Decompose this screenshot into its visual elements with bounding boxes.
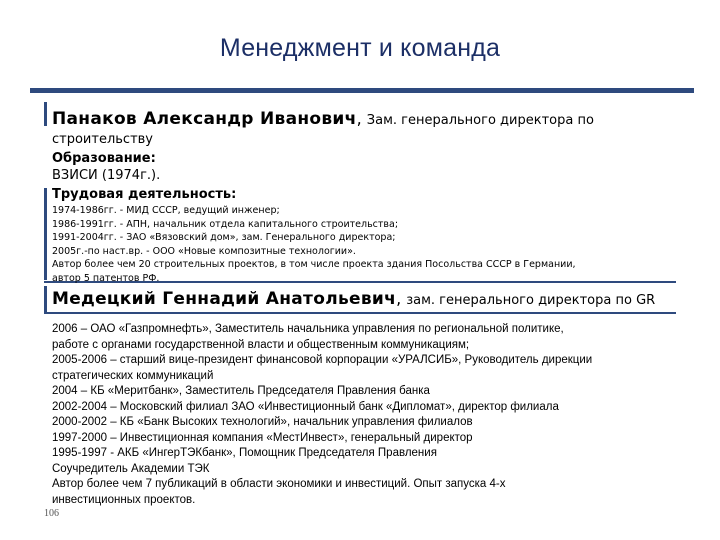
work-item: Автор более чем 20 строительных проектов, в том числе проекта здания Посольства СССР в Германии, [52,259,576,271]
career-item: стратегических коммуникаций [52,369,214,382]
person-1-role-separator: , [356,109,367,128]
section-2-accent-bar [44,286,47,312]
page-title: Менеджмент и команда [219,34,501,62]
person-2-heading [52,288,692,312]
career-item: инвестиционных проектов. [52,493,196,506]
career-history [52,322,692,508]
person-2-role-separator: , [396,289,407,308]
career-item: работе с органами государственной власти и общественным коммуникациям; [52,338,470,351]
work-item: 1991-2004гг. - ЗАО «Вязовский дом», зам. Генерального директора; [52,232,396,244]
education-heading: Образование: [52,151,156,166]
person-1-block [52,108,672,286]
career-item: 2000-2002 – КБ «Банк Высоких технологий», начальник управления филиалов [52,416,473,428]
person-1-role-continued: строительству [52,132,153,147]
section-1-accent-bar [44,102,47,126]
person-2-name: Медецкий Геннадий Анатольевич [52,289,397,309]
education-value: ВЗИСИ (1974г.). [52,168,161,183]
career-item: 2006 – ОАО «Газпромнефть», Заместитель начальника управления по региональной политике, [52,323,564,335]
work-item: автор 5 патентов РФ. [52,272,160,284]
career-item: 1997-2000 – Инвестиционная компания «МестИнвест», генеральный директор [52,431,473,444]
person-1-heading [52,108,672,131]
page-number: 106 [44,508,59,519]
career-item: 2002-2004 – Московский филиал ЗАО «Инвестиционный банк «Дипломат», директор филиала [52,400,559,413]
work-item: 2005г.-по наст.вр. - ООО «Новые композитные технологии». [52,245,356,257]
title-divider [30,88,694,93]
work-heading: Трудовая деятельность: [52,187,237,202]
career-item: Соучредитель Академии ТЭК [52,462,210,475]
career-item: 2004 – КБ «Меритбанк», Заместитель Председателя Правления банка [52,385,430,397]
career-item: Автор более чем 7 публикаций в области экономики и инвестиций. Опыт запуска 4-х [52,478,506,490]
person-1-name: Панаков Александр Иванович [52,109,357,129]
person-2-role: зам. генерального директора по GR [406,293,656,308]
person-1-role: Зам. генерального директора по [366,113,594,128]
work-history [52,204,672,286]
work-item: 1974-1986гг. - МИД СССР, ведущий инженер; [52,205,280,216]
career-item: 2005-2006 – старший вице-президент финансовой корпорации «УРАЛСИБ», Руководитель дирекции [52,354,593,366]
work-item: 1986-1991гг. - АПН, начальник отдела капитального строительства; [52,218,399,230]
person-2-block [52,288,692,508]
section-1-side-bar [44,188,47,280]
career-item: 1995-1997 - АКБ «ИнгерТЭКбанк», Помощник Председателя Правления [52,447,437,459]
